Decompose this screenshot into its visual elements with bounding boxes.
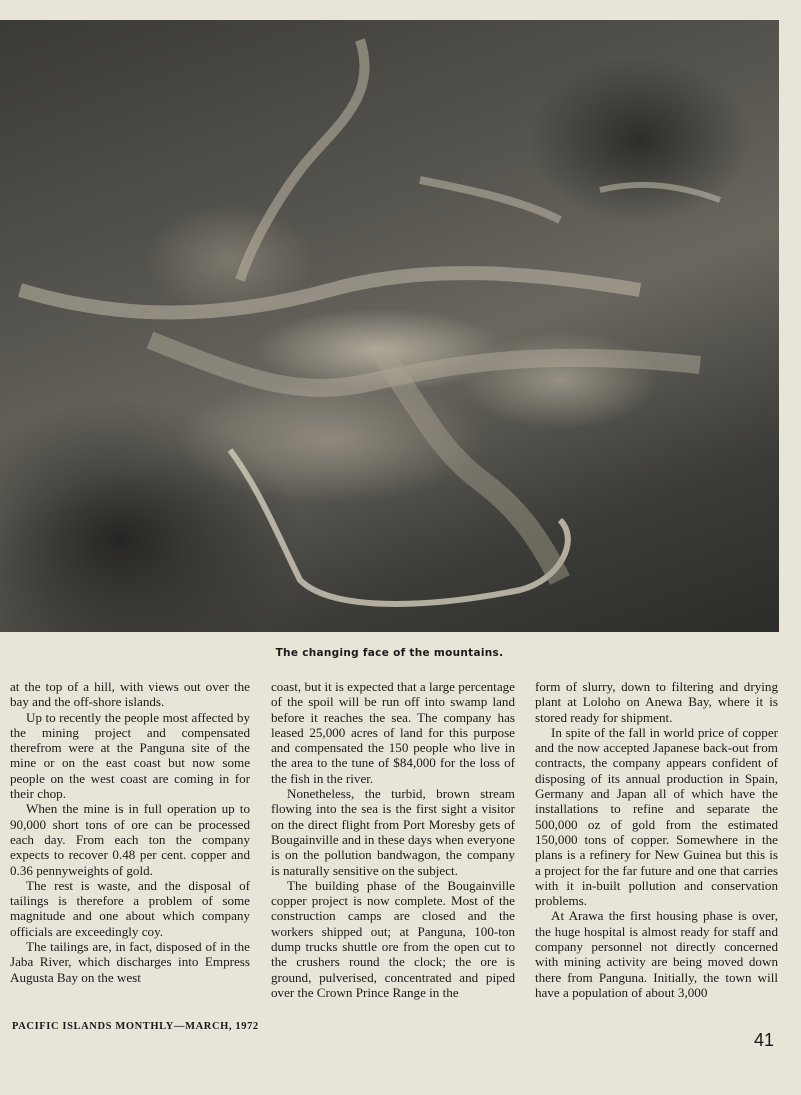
aerial-mine-photo	[0, 20, 779, 632]
paragraph: When the mine is in full operation up to 90,000 short tons of ore can be processed each day. From each ton the company expects to recover 0.48 per cent. copper and 0.36 pennyweights of gold.	[10, 801, 250, 878]
article-column-3	[535, 679, 778, 1000]
paragraph: form of slurry, down to filtering and drying plant at Loloho on Anewa Bay, where it is stored ready for shipment.	[535, 679, 778, 725]
article-column-2	[271, 679, 515, 1000]
running-footer: PACIFIC ISLANDS MONTHLY—MARCH, 1972	[12, 1021, 259, 1032]
paragraph: Nonetheless, the turbid, brown stream flowing into the sea is the first sight a visitor on the direct flight from Port Moresby gets of Bougainville and in these days when everyone is on the pollution bandwagon, the company is naturally sensitive on the subject.	[271, 786, 515, 878]
paragraph: at the top of a hill, with views out over the bay and the off-shore islands.	[10, 679, 250, 710]
paragraph: The building phase of the Bougainville copper project is now complete. Most of the construction camps are closed and the workers shipped out; at Panguna, 100-ton dump trucks shuttle ore from the open cut to the crushers round the clock; the ore is ground, pulverised, concentrated and piped over the Crown Prince Range in the	[271, 877, 515, 1000]
paragraph: The tailings are, in fact, disposed of in the Jaba River, which discharges into Empress Augusta Bay on the west	[10, 939, 250, 985]
photo-illustration	[0, 20, 779, 632]
photo-caption: The changing face of the mountains.	[275, 647, 504, 659]
article-column-1	[10, 679, 250, 985]
paragraph: The rest is waste, and the disposal of tailings is therefore a problem of some magnitude and one about which company officials are exceedingly coy.	[10, 877, 250, 939]
paragraph: Up to recently the people most affected by the mining project and compensated therefrom were at the Panguna site of the mine or on the east coast but now some people on the west coast are coming in for their chop.	[10, 709, 250, 802]
paragraph: In spite of the fall in world price of copper and the now accepted Japanese back-out from contracts, the company appears confident of disposing of its annual production in Spain, Germany and Japan all of which have the installations to refine and separate the 500,000 oz of gold from the estimated 150,000 tons of copper. Somewhere in the plans is a refinery for New Guinea but this is a project for the far future and one that carries with it in-built pollution and conservation problems.	[535, 724, 778, 909]
paragraph: At Arawa the first housing phase is over, the huge hospital is almost ready for staff and company personnel not directly concerned with mining activity are being moved down there from Panguna. Initially, the town will have a population of about 3,000	[535, 908, 778, 1000]
paragraph: coast, but it is expected that a large percentage of the spoil will be run off into swamp land before it reaches the sea. The company has leased 25,000 acres of land for this purpose and compensated the 150 people who live in the area to the tune of $84,000 for the loss of the fish in the river.	[271, 679, 515, 786]
page-number: 41	[754, 1030, 775, 1050]
